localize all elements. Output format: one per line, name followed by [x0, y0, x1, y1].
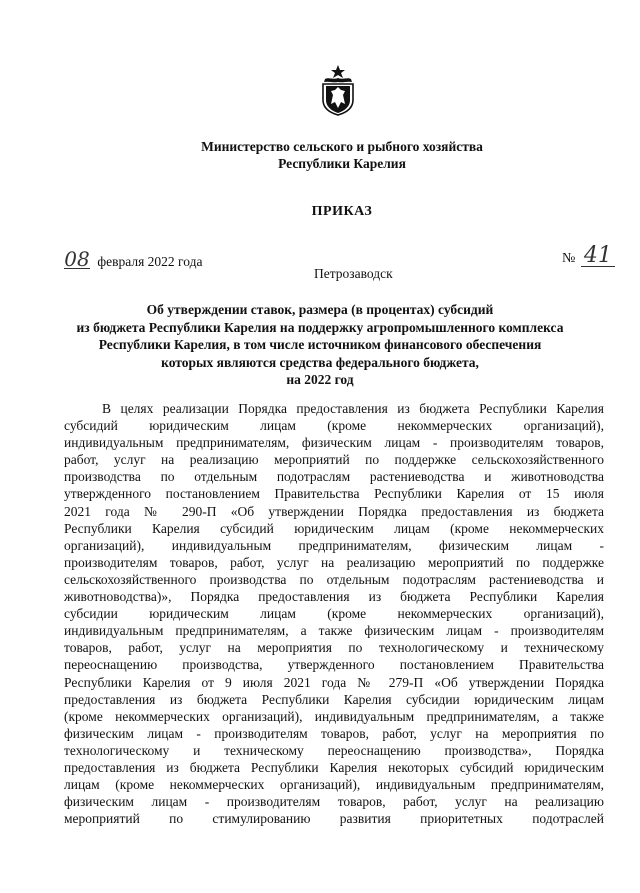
title-line: Республики Карелия, в том числе источником финансового обеспечения — [98, 337, 542, 352]
title-line: на 2022 год — [286, 372, 354, 387]
body-line: мероприятий по стимулированию развития приоритетных подотраслей — [64, 811, 604, 827]
date-month-year: февраля 2022 года — [97, 254, 203, 269]
body-line: субсидий юридическим лицам (кроме некоммерческих организаций), — [64, 418, 604, 434]
title-line: из бюджета Республики Карелия на поддержку агропромышленного комплекса — [76, 319, 564, 335]
number-value-handwritten: 41 — [581, 246, 615, 267]
order-title — [0, 301, 640, 389]
body-line: 2021 года № 290-П «Об утверждении Порядка предоставления из бюджета — [64, 503, 604, 519]
body-line: Республики Карелия от 9 июля 2021 года № 279-П «Об утверждении Порядка — [64, 674, 604, 690]
coat-of-arms-emblem — [318, 64, 358, 116]
date-day-handwritten: 08 — [64, 247, 90, 271]
body-line: физическим лицам - производителям товаров, работ, услуг на реализацию — [64, 794, 604, 810]
body-line: В целях реализации Порядка предоставления из бюджета Республики Карелия — [102, 401, 604, 416]
body-line: предоставления из бюджета Республики Карелия субсидии юридическим лицам — [64, 691, 604, 707]
body-line: работ, услуг на реализацию мероприятий по поддержке сельскохозяйственного — [64, 452, 604, 468]
title-line: которых являются средства федерального бюджета, — [161, 354, 479, 370]
body-line: индивидуальным предпринимателям, физическим лицам - производителям товаров, — [64, 435, 604, 451]
body-line: лицам (кроме некоммерческих организаций), индивидуальным предпринимателям, — [64, 777, 604, 793]
body-line: Республики Карелия субсидий юридическим лицам (кроме некоммерческих — [64, 520, 604, 536]
body-line: физическим лицам - производителям товаров, работ, услуг на мероприятия по — [64, 725, 604, 741]
body-line: переоснащению производства, утвержденного постановлением Правительства — [64, 657, 604, 673]
body-line: животноводства)», Порядка предоставления из бюджета Республики Карелия — [64, 589, 604, 605]
body-line: производителям товаров, работ, услуг на реализацию мероприятий по поддержке — [64, 554, 604, 570]
body-line: сельскохозяйственного производства по отдельным подотраслям растениеводства и — [64, 571, 604, 587]
ministry-name-line-2: Республики Карелия — [278, 156, 406, 171]
body-line: организаций), индивидуальным предпринимателям, физическим лицам - — [64, 537, 604, 553]
city-name: Петрозаводск — [314, 266, 393, 281]
body-line: производства по отдельным подотраслям растениеводства и животноводства — [64, 469, 604, 485]
order-body-text — [64, 400, 604, 827]
body-line: технологическому и техническому переоснащению производства», Порядка — [64, 742, 604, 758]
body-line: (кроме некоммерческих организаций), индивидуальным предпринимателям, а также — [64, 708, 604, 724]
order-date — [64, 247, 203, 271]
order-number — [562, 243, 615, 268]
body-line: субсидии юридическим лицам (кроме некоммерческих организаций), — [64, 606, 604, 622]
number-sign: № — [562, 251, 576, 266]
body-line: индивидуальным предпринимателям, а также физическим лицам - производителям — [64, 623, 604, 639]
title-line: Об утверждении ставок, размера (в процентах) субсидий — [146, 302, 494, 317]
ministry-name-line-1: Министерство сельского и рыбного хозяйства — [201, 139, 483, 154]
body-line: утвержденного постановлением Правительства Республики Карелия от 15 июля — [64, 486, 604, 502]
document-type-heading: ПРИКАЗ — [311, 204, 373, 219]
body-line: товаров, работ, услуг на мероприятия по технологическому и техническому — [64, 640, 604, 656]
body-line: предоставления из бюджета Республики Карелия некоторых субсидий юридическим — [64, 759, 604, 775]
